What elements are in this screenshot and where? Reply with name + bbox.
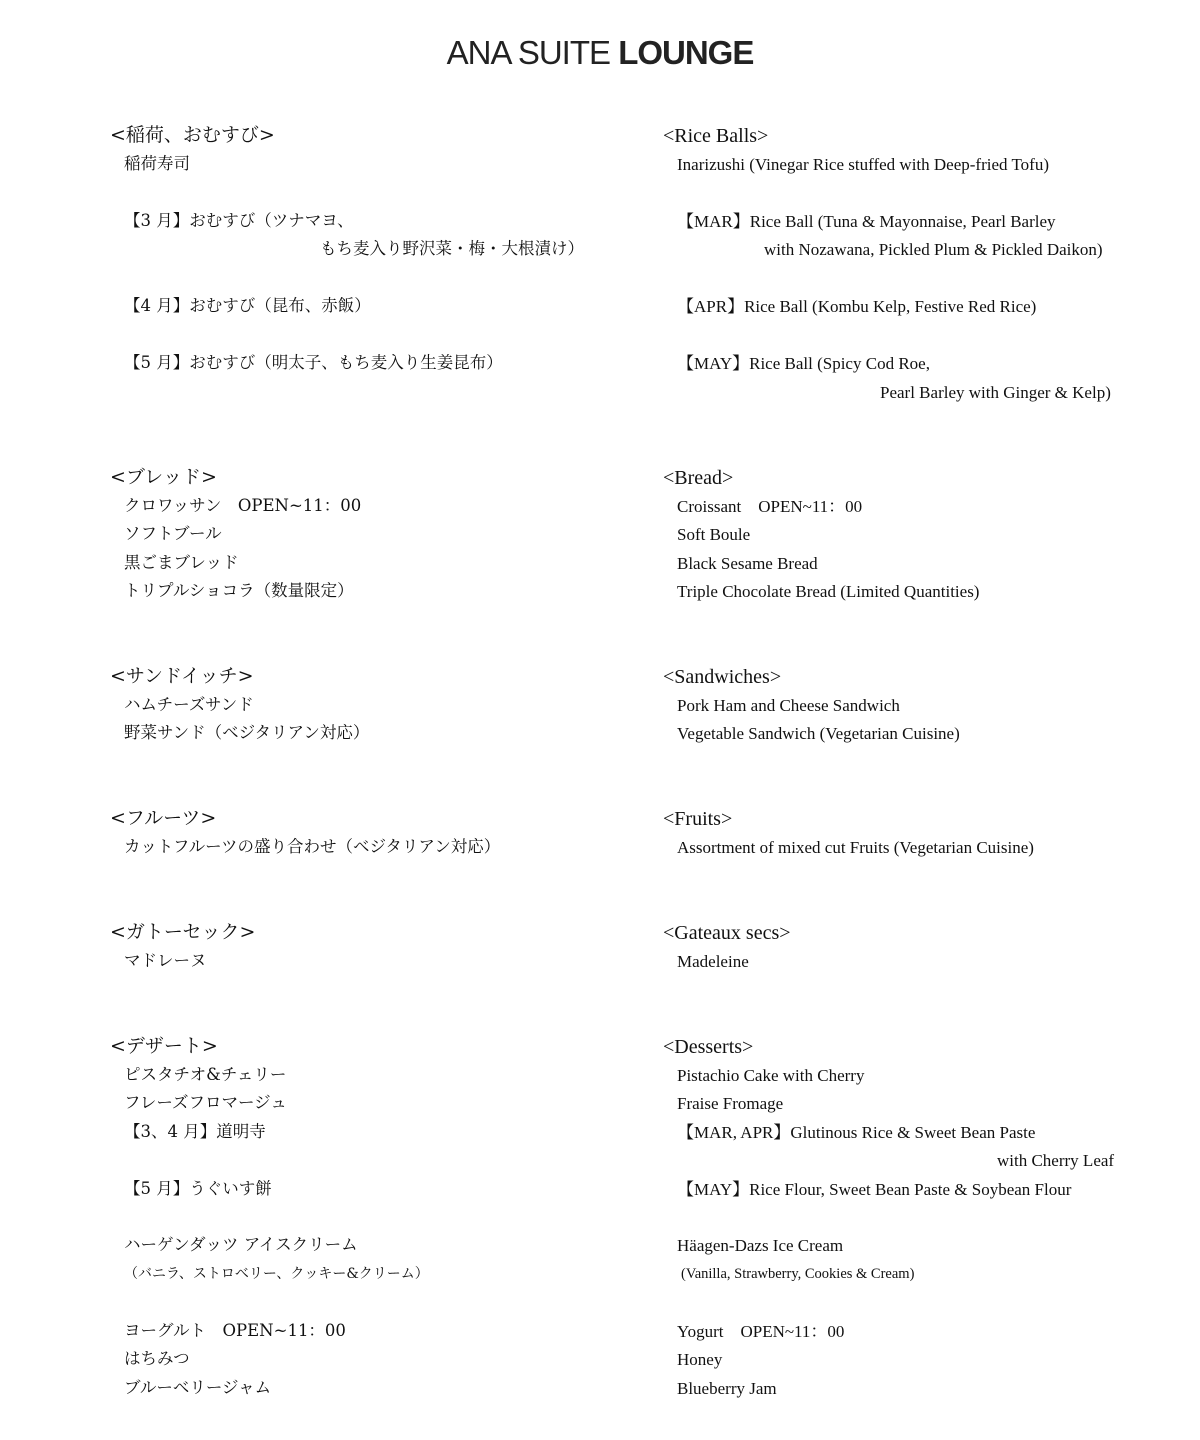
- menu-item: マドレーヌ: [124, 951, 207, 970]
- menu-item: Madeleine: [677, 952, 749, 971]
- menu-item: Assortment of mixed cut Fruits (Vegetarian Cuisine): [677, 838, 1034, 857]
- menu-item: 【MAY】Rice Ball (Spicy Cod Roe,: [677, 354, 930, 373]
- section-heading: <Gateaux secs>: [663, 922, 791, 944]
- menu-item: 野菜サンド（ベジタリアン対応）: [124, 723, 370, 742]
- menu-item-continuation: Pearl Barley with Ginger & Kelp): [880, 383, 1111, 402]
- menu-item: 【MAR】Rice Ball (Tuna & Mayonnaise, Pearl Barley: [677, 212, 1056, 231]
- section-heading: <稲荷、おむすび>: [110, 124, 275, 146]
- menu-item: 【4 月】おむすび（昆布、赤飯）: [124, 296, 371, 315]
- section-heading: <デザート>: [110, 1035, 218, 1057]
- menu-item: Honey: [677, 1350, 723, 1369]
- menu-item: ヨーグルト OPEN~11：00: [124, 1321, 346, 1340]
- menu-item: Soft Boule: [677, 525, 751, 544]
- menu-item-note: (Vanilla, Strawberry, Cookies & Cream): [681, 1266, 915, 1282]
- menu-item: Häagen-Dazs Ice Cream: [677, 1236, 844, 1255]
- menu-item: トリプルショコラ（数量限定）: [124, 581, 354, 600]
- menu-item: フレーズフロマージュ: [124, 1093, 287, 1112]
- section-heading: <Sandwiches>: [663, 666, 782, 688]
- menu-item: 【5 月】うぐいす餅: [124, 1179, 272, 1198]
- menu-item: Triple Chocolate Bread (Limited Quantities): [677, 582, 980, 601]
- menu-item: ブルーベリージャム: [124, 1378, 272, 1397]
- menu-item: Yogurt OPEN~11：00: [677, 1322, 845, 1341]
- menu-item: Pork Ham and Cheese Sandwich: [677, 696, 900, 715]
- menu-item-continuation: with Nozawana, Pickled Plum & Pickled Daikon): [764, 240, 1103, 259]
- title-light: ANA SUITE: [446, 34, 619, 71]
- menu-item: はちみつ: [124, 1349, 190, 1368]
- menu-item: ハーゲンダッツ アイスクリーム: [124, 1235, 358, 1254]
- menu-item: Inarizushi (Vinegar Rice stuffed with Deep-fried Tofu): [677, 155, 1049, 174]
- menu-item: 【3 月】おむすび（ツナマヨ、: [124, 211, 354, 230]
- section-heading: <Desserts>: [663, 1036, 754, 1058]
- menu-item-note: （バニラ、ストロベリー、クッキー&クリーム）: [124, 1266, 429, 1282]
- section-heading: <Rice Balls>: [663, 125, 769, 147]
- menu-item: Croissant OPEN~11：00: [677, 497, 863, 516]
- menu-item: ハムチーズサンド: [124, 695, 254, 714]
- menu-item: ソフトブール: [124, 524, 222, 543]
- menu-item: クロワッサン OPEN~11：00: [124, 496, 362, 515]
- menu-item-continuation: with Cherry Leaf: [997, 1151, 1115, 1170]
- section-heading: <ガトーセック>: [110, 921, 256, 943]
- section-heading: <Bread>: [663, 467, 734, 489]
- menu-item: Black Sesame Bread: [677, 554, 818, 573]
- menu-item-continuation: もち麦入り野沢菜・梅・大根漬け）: [320, 239, 584, 258]
- menu-item: 【3、4 月】道明寺: [124, 1122, 266, 1141]
- menu-item: 【APR】Rice Ball (Kombu Kelp, Festive Red Rice): [677, 297, 1037, 316]
- section-heading: <ブレッド>: [110, 466, 217, 488]
- menu-item: Vegetable Sandwich (Vegetarian Cuisine): [677, 724, 960, 743]
- menu-item: カットフルーツの盛り合わせ（ベジタリアン対応）: [124, 837, 501, 856]
- section-heading: <Fruits>: [663, 808, 733, 830]
- menu-item: Blueberry Jam: [677, 1379, 777, 1398]
- lounge-title: [0, 34, 1200, 72]
- menu-item: 【MAR, APR】Glutinous Rice & Sweet Bean Paste: [677, 1123, 1036, 1142]
- menu-item: ピスタチオ&チェリー: [124, 1065, 287, 1084]
- section-heading: <サンドイッチ>: [110, 665, 254, 687]
- menu-item: 【5 月】おむすび（明太子、もち麦入り生姜昆布）: [124, 353, 503, 372]
- menu-item: 【MAY】Rice Flour, Sweet Bean Paste & Soybean Flour: [677, 1180, 1072, 1199]
- menu-item: 黒ごまブレッド: [124, 553, 239, 572]
- menu-item: 稲荷寿司: [124, 154, 190, 173]
- menu-item: Fraise Fromage: [677, 1094, 784, 1113]
- title-bold: LOUNGE: [618, 34, 754, 71]
- section-heading: <フルーツ>: [110, 807, 217, 829]
- menu-item: Pistachio Cake with Cherry: [677, 1066, 865, 1085]
